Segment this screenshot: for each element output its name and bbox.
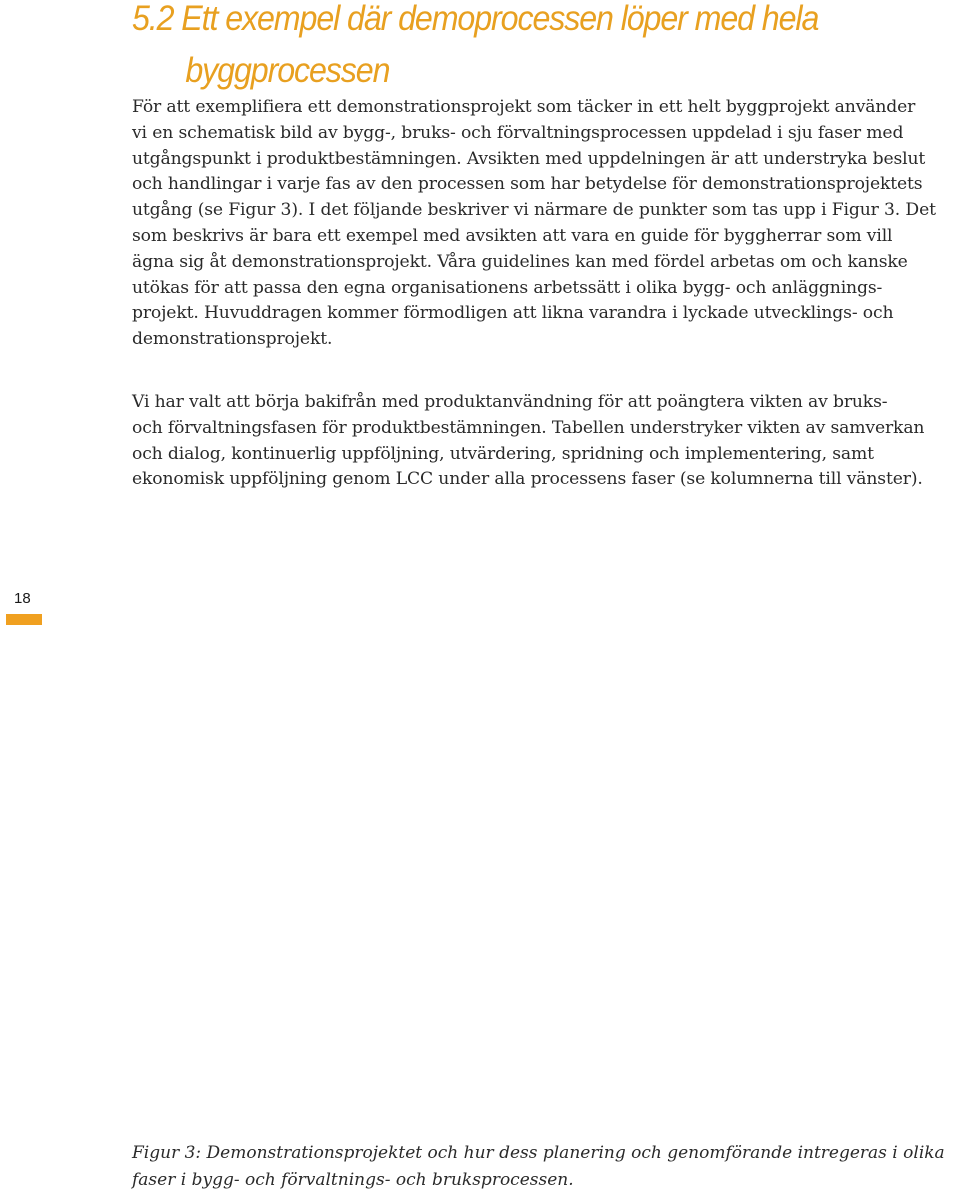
paragraph-line: demonstrationsprojekt. bbox=[132, 329, 333, 350]
caption-line-2: faser i bygg- och förvaltnings- och bruksprocessen. bbox=[132, 1170, 574, 1190]
paragraph-line: och dialog, kontinuerlig uppföljning, utvärdering, spridning och implementering, samt bbox=[132, 443, 874, 464]
section-title-line-2: byggprocessen bbox=[185, 51, 390, 90]
paragraph-line: vi en schematisk bild av bygg-, bruks- och förvaltningsprocessen uppdelad i sju faser med bbox=[132, 122, 904, 143]
section-title-line-1: Ett exempel där demoprocessen löper med hela bbox=[181, 0, 819, 38]
figure-caption bbox=[132, 1140, 952, 1194]
paragraph-2 bbox=[132, 390, 960, 493]
paragraph-line: utgång (se Figur 3). I det följande beskriver vi närmare de punkter som tas upp i Figur 3. Det bbox=[132, 200, 936, 221]
paragraph-line: utgångspunkt i produktbestämningen. Avsikten med uppdelningen är att understryka beslut bbox=[132, 148, 926, 169]
paragraph-line: projekt. Huvuddragen kommer förmodligen att likna varandra i lyckade utvecklings- och bbox=[132, 303, 894, 324]
caption-line-1: Figur 3: Demonstrationsprojektet och hur dess planering och genomförande intregeras i olika bbox=[132, 1143, 945, 1163]
paragraph-line: som beskrivs är bara ett exempel med avsikten att vara en guide för byggherrar som vill bbox=[132, 225, 893, 246]
paragraph-line: ägna sig åt demonstrationsprojekt. Våra guidelines kan med fördel arbetas om och kanske bbox=[132, 251, 908, 272]
section-heading bbox=[132, 0, 868, 90]
paragraph-line: ekonomisk uppföljning genom LCC under alla processens faser (se kolumnerna till vänster). bbox=[132, 469, 923, 490]
paragraph-line: utökas för att passa den egna organisationens arbetssätt i olika bygg- och anläggnings- bbox=[132, 277, 883, 298]
paragraph-1 bbox=[132, 95, 960, 353]
paragraph-line: För att exemplifiera ett demonstrationsprojekt som täcker in ett helt byggprojekt använder bbox=[132, 97, 916, 117]
page-number: 18 bbox=[14, 590, 31, 607]
paragraph-line: och handlingar i varje fas av den processen som har betydelse för demonstrationsprojektets bbox=[132, 174, 923, 195]
paragraph-line: Vi har valt att börja bakifrån med produktanvändning för att poängtera vikten av bruks- bbox=[132, 392, 888, 412]
page-marker-bar bbox=[6, 614, 42, 625]
paragraph-line: och förvaltningsfasen för produktbestämningen. Tabellen understryker vikten av samverkan bbox=[132, 417, 925, 438]
section-number: 5.2 bbox=[132, 0, 174, 38]
